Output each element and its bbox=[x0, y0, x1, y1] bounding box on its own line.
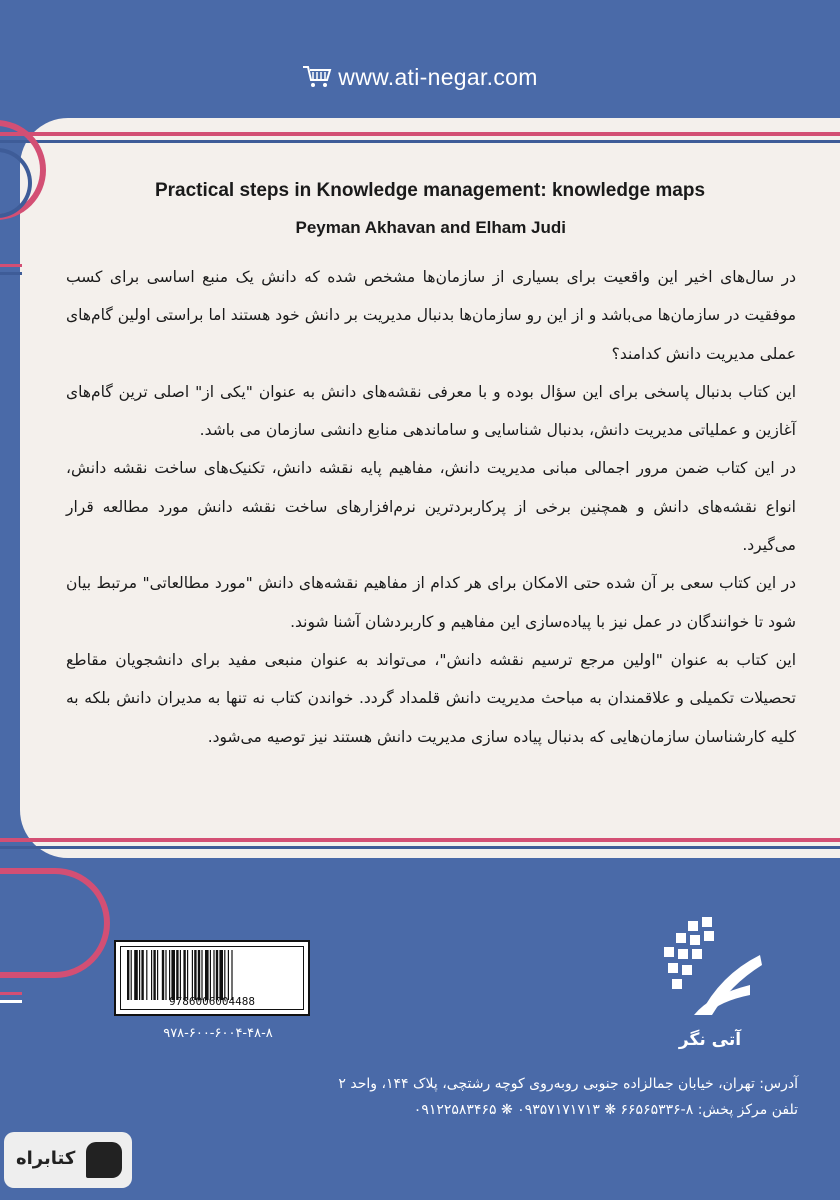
barcode-bar bbox=[165, 950, 166, 1000]
barcode-bar bbox=[157, 950, 158, 1000]
book-description bbox=[66, 258, 796, 756]
publisher-phone: تلفن مرکز پخش: ۸-۶۶۵۶۵۳۳۶ ❋ ۰۹۳۵۷۱۷۱۷۱۳ ❋ ۰۹۱۲۲۵۸۳۴۶۵ bbox=[413, 1102, 798, 1118]
barcode-bar bbox=[224, 950, 225, 1000]
barcode-bar bbox=[194, 950, 196, 1000]
bottom-curl-decoration bbox=[0, 868, 110, 978]
publisher-address: آدرس: تهران، خیابان جمالزاده جنوبی روبه‌روی کوچه رشتچی، پلاک ۱۴۴، واحد ۲ bbox=[338, 1076, 798, 1092]
barcode-bar bbox=[151, 950, 152, 1000]
barcode-bar bbox=[210, 950, 211, 1000]
barcode-bar bbox=[216, 950, 218, 1000]
description-paragraph: این کتاب بدنبال پاسخی برای این سؤال بوده و با معرفی نقشه‌های دانش به عنوان "یکی از" اصلی ترین گام‌های آغازین و عملیاتی مدیریت دانش، بدنبال شناسایی و ساماندهی منابع دانشی سازمان می باشد. bbox=[66, 382, 796, 440]
left-stripe-pink bbox=[0, 264, 22, 267]
book-authors: Peyman Akhavan and Elham Judi bbox=[295, 218, 566, 237]
shopping-cart-icon bbox=[302, 65, 332, 95]
barcode-bar bbox=[141, 950, 143, 1000]
watermark bbox=[4, 1132, 132, 1188]
barcode-bar bbox=[146, 950, 147, 1000]
barcode-bar bbox=[201, 950, 202, 1000]
left-stripe-pink-lower bbox=[0, 992, 22, 995]
watermark-text: کتابراه bbox=[16, 1148, 76, 1169]
barcode-bar bbox=[134, 950, 138, 1000]
isbn: ۹۷۸-۶۰۰-۶۰۰۴-۴۸-۸ bbox=[163, 1026, 273, 1041]
barcode-bar bbox=[171, 950, 175, 1000]
publisher-name: آتی نگر bbox=[678, 1030, 742, 1050]
barcode-bar bbox=[139, 950, 140, 1000]
watermark-logo-icon bbox=[86, 1142, 122, 1178]
top-band bbox=[0, 0, 840, 118]
barcode-bar bbox=[169, 950, 170, 1000]
barcode-bar bbox=[180, 950, 181, 1000]
description-paragraph: در این کتاب سعی بر آن شده حتی الامکان برای هر کدام از مفاهیم نقشه‌های دانش "مورد مطالعاتی" مرتبط بیان شود تا خوانندگان در عمل نیز با پیاده‌سازی این مفاهیم و کاربردشان آشنا شوند. bbox=[66, 574, 796, 631]
barcode-bar bbox=[153, 950, 155, 1000]
barcode-bar bbox=[127, 950, 129, 1000]
barcode-bar bbox=[162, 950, 164, 1000]
barcode bbox=[114, 940, 310, 1016]
barcode-bar bbox=[176, 950, 178, 1000]
description-paragraph: در سال‌های اخیر این واقعیت برای بسیاری از سازمان‌ها مشخص شده که دانش یک منبع اساسی برای کسب موفقیت در سازمان‌ها می‌باشد و از این رو سازمان‌ها بدنبال مدیریت بر دانش خود هستند اما براستی اولین گام‌های عملی مدیریت دانش کدامند؟ bbox=[66, 268, 796, 363]
left-stripe-white-lower bbox=[0, 1000, 22, 1003]
barcode-bar bbox=[219, 950, 223, 1000]
barcode-bar bbox=[192, 950, 193, 1000]
barcode-bar bbox=[231, 950, 232, 1000]
left-stripe-blue bbox=[0, 272, 22, 275]
barcode-digits: 9786006004488 bbox=[168, 995, 256, 1008]
barcode-bar bbox=[198, 950, 200, 1000]
website-url[interactable] bbox=[0, 64, 840, 95]
barcode-bars bbox=[125, 950, 305, 1000]
website-url-text: www.ati-negar.com bbox=[338, 64, 538, 90]
publisher-logo bbox=[650, 915, 770, 1025]
book-title: Practical steps in Knowledge management: knowledge maps bbox=[154, 180, 706, 201]
barcode-bar bbox=[131, 950, 132, 1000]
barcode-bar bbox=[187, 950, 188, 1000]
bottom-stripes bbox=[0, 838, 840, 852]
top-stripes bbox=[0, 132, 840, 146]
barcode-bar bbox=[213, 950, 214, 1000]
description-paragraph: در این کتاب ضمن مرور اجمالی مبانی مدیریت دانش، مفاهیم پایه نقشه دانش، تکنیک‌های ساخت نقشه دانش، انواع نقشه‌های دانش و همچنین برخی از پرکاربردترین نرم‌افزارهای ساخت نقشه دانش مورد مطالعه قرار می‌گیرد. bbox=[66, 459, 796, 555]
barcode-bar bbox=[183, 950, 185, 1000]
description-paragraph: این کتاب به عنوان "اولین مرجع ترسیم نقشه دانش"، می‌تواند به عنوان منبعی مفید برای دانشجویان مقاطع تحصیلات تکمیلی و علاقمندان به مباحث مدیریت دانش قلمداد گردد. خواندن کتاب نه تنها به مدیران دانش بلکه به کلیه کارشناسان سازمان‌هایی که بدنبال پیاده سازی مدیریت دانش هستند نیز توصیه می‌شود. bbox=[66, 650, 796, 746]
barcode-bar bbox=[205, 950, 209, 1000]
barcode-bar bbox=[228, 950, 229, 1000]
